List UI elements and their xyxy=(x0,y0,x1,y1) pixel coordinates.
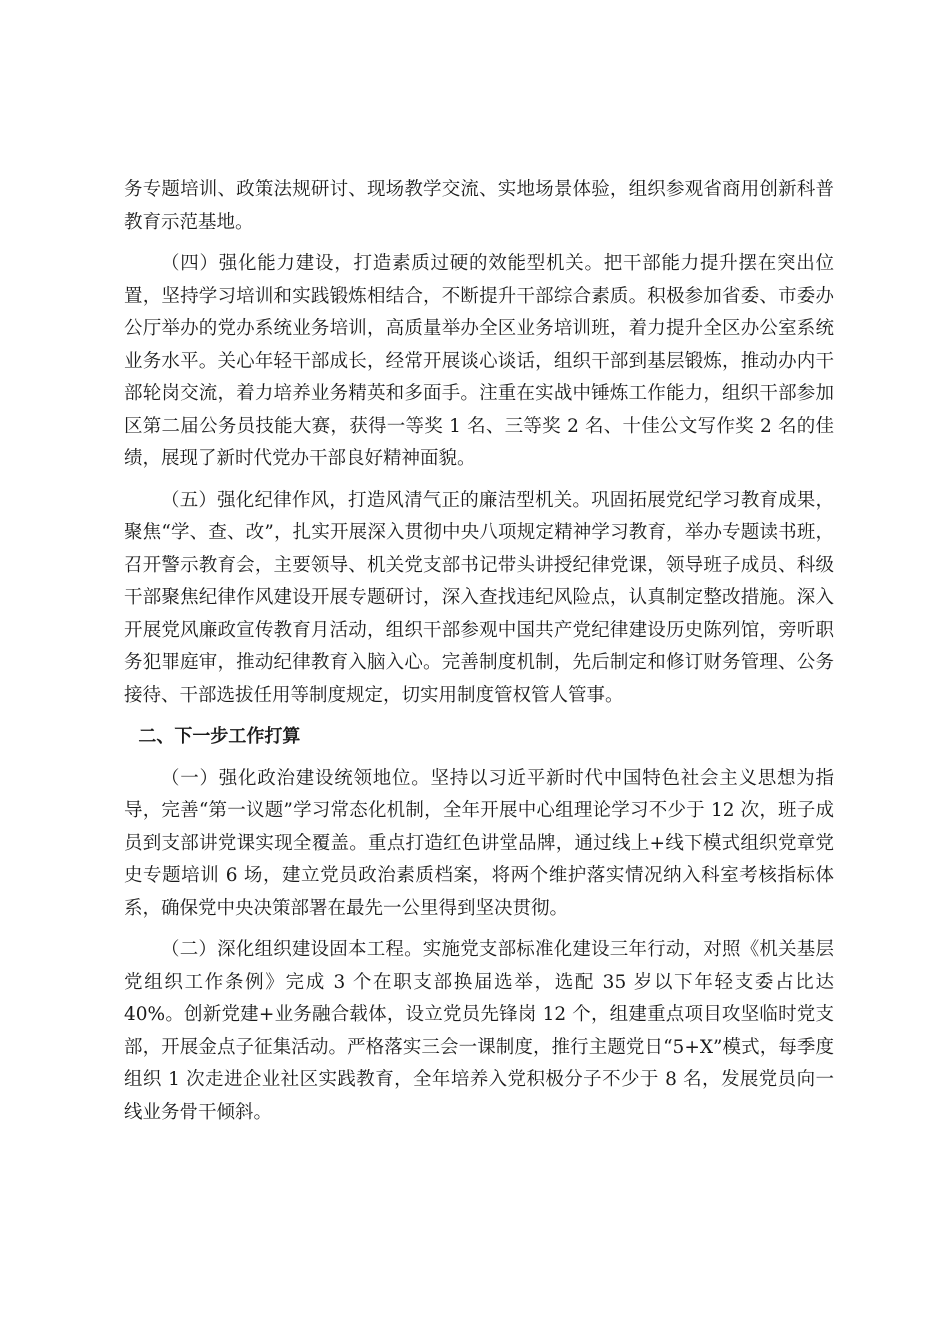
paragraph-continuation: 务专题培训、政策法规研讨、现场教学交流、实地场景体验，组织参观省商用创新科普教育示范基地。 xyxy=(124,179,834,233)
paragraph-discipline-style: （五）强化纪律作风，打造风清气正的廉洁型机关。巩固拓展党纪学习教育成果，聚焦“学、查、改”，扎实开展深入贯彻中央八项规定精神学习教育，举办专题读书班，召开警示教育会，主要领导、机关党支部书记带头讲授纪律党课，领导班子成员、科级干部聚焦纪律作风建设开展专题研讨，深入查找违纪风险点，认真制定整改措施。深入开展党风廉政宣传教育月活动，组织干部参观中国共产党纪律建设历史陈列馆，旁听职务犯罪庭审，推动纪律教育入脑入心。完善制度机制，先后制定和修订财务管理、公务接待、干部选拔任用等制度规定，切实用制度管权管人管事。 xyxy=(124,489,834,706)
section-heading: 二、下一步工作打算 xyxy=(138,726,301,747)
paragraph-capability-building: （四）强化能力建设，打造素质过硬的效能型机关。把干部能力提升摆在突出位置，坚持学习培训和实践锻炼相结合，不断提升干部综合素质。积极参加省委、市委办公厅举办的党办系统业务培训，高质量举办全区业务培训班，着力提升全区办公室系统业务水平。关心年轻干部成长，经常开展谈心谈话，组织干部到基层锻炼，推动办内干部轮岗交流，着力培养业务精英和多面手。注重在实战中锤炼工作能力，组织干部参加区第二届公务员技能大赛，获得一等奖 1 名、三等奖 2 名、十佳公文写作奖 2 名的佳绩，展现了新时代党办干部良好精神面貌。 xyxy=(124,253,834,469)
document-body xyxy=(124,174,834,1138)
paragraph-organization-construction: （二）深化组织建设固本工程。实施党支部标准化建设三年行动，对照《机关基层党组织工作条例》完成 3 个在职支部换届选举，选配 35 岁以下年轻支委占比达 40%。创新党建+业务融合载体，设立党员先锋岗 12 个，组建重点项目攻坚临时党支部，开展金点子征集活动。严格落实三会一课制度，推行主题党日“5+X”模式，每季度组织 1 次走进企业社区实践教育，全年培养入党积极分子不少于 8 名，发展党员向一线业务骨干倾斜。 xyxy=(124,939,834,1123)
paragraph-political-construction: （一）强化政治建设统领地位。坚持以习近平新时代中国特色社会主义思想为指导，完善“第一议题”学习常态化机制，全年开展中心组理论学习不少于 12 次，班子成员到支部讲党课实现全覆盖。重点打造红色讲堂品牌，通过线上+线下模式组织党章党史专题培训 6 场，建立党员政治素质档案，将两个维护落实情况纳入科室考核指标体系，确保党中央决策部署在最先一公里得到坚决贯彻。 xyxy=(124,767,834,919)
